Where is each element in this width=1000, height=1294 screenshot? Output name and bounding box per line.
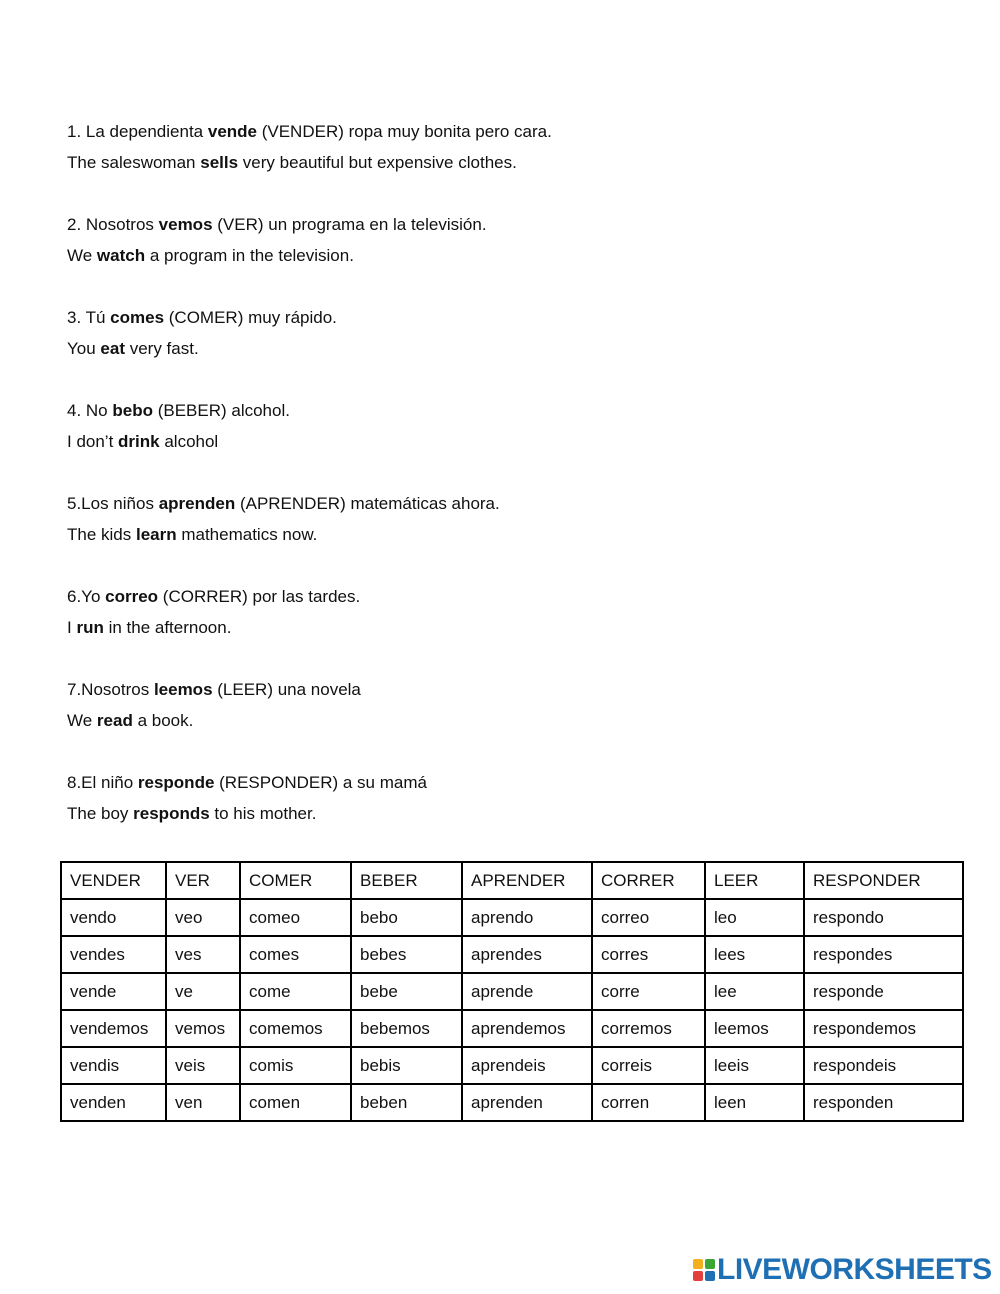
translated-verb: read bbox=[96, 711, 133, 730]
table-cell: leen bbox=[705, 1084, 804, 1121]
table-cell: comis bbox=[240, 1047, 351, 1084]
sentence-6 bbox=[67, 581, 967, 643]
table-cell: comeo bbox=[240, 899, 351, 936]
header-cell: LEER bbox=[705, 862, 804, 899]
sentence-7 bbox=[67, 674, 967, 736]
table-cell: bebis bbox=[351, 1047, 462, 1084]
conjugated-verb: aprenden bbox=[158, 494, 236, 513]
table-cell: respondo bbox=[804, 899, 963, 936]
table-cell: come bbox=[240, 973, 351, 1010]
table-cell: beben bbox=[351, 1084, 462, 1121]
header-cell: VER bbox=[166, 862, 240, 899]
table-cell: corren bbox=[592, 1084, 705, 1121]
english-translation: I run in the afternoon. bbox=[67, 618, 232, 637]
table-cell: corre bbox=[592, 973, 705, 1010]
header-cell: COMER bbox=[240, 862, 351, 899]
translated-verb: drink bbox=[118, 432, 160, 451]
table-row bbox=[61, 936, 963, 973]
header-cell: RESPONDER bbox=[804, 862, 963, 899]
table-cell: ves bbox=[166, 936, 240, 973]
table-cell: comes bbox=[240, 936, 351, 973]
table-row bbox=[61, 1084, 963, 1121]
sentence-1 bbox=[67, 116, 967, 178]
table-cell: vendis bbox=[61, 1047, 166, 1084]
spanish-sentence: 4. No bebo (BEBER) alcohol. bbox=[67, 401, 290, 420]
table-cell: correo bbox=[592, 899, 705, 936]
table-header-row bbox=[61, 862, 963, 899]
spanish-sentence: 5.Los niños aprenden (APRENDER) matemáticas ahora. bbox=[67, 494, 500, 513]
table-cell: leeis bbox=[705, 1047, 804, 1084]
english-translation: You eat very fast. bbox=[67, 339, 199, 358]
conjugated-verb: correo bbox=[105, 587, 159, 606]
english-translation: We watch a program in the television. bbox=[67, 246, 354, 265]
conjugated-verb: comes bbox=[110, 308, 165, 327]
english-translation: The boy responds to his mother. bbox=[67, 804, 317, 823]
translated-verb: learn bbox=[135, 525, 177, 544]
table-cell: lee bbox=[705, 973, 804, 1010]
sentence-3 bbox=[67, 302, 967, 364]
conjugation-table bbox=[60, 861, 964, 1122]
liveworksheets-logo bbox=[693, 1255, 992, 1285]
table-cell: comen bbox=[240, 1084, 351, 1121]
table-cell: respondes bbox=[804, 936, 963, 973]
logo-tile bbox=[705, 1259, 715, 1269]
translated-verb: sells bbox=[200, 153, 239, 172]
table-cell: responde bbox=[804, 973, 963, 1010]
table-cell: vende bbox=[61, 973, 166, 1010]
sentence-list bbox=[67, 116, 967, 860]
spanish-sentence: 2. Nosotros vemos (VER) un programa en la televisión. bbox=[67, 215, 487, 234]
header-cell: CORRER bbox=[592, 862, 705, 899]
table-cell: veis bbox=[166, 1047, 240, 1084]
table-row bbox=[61, 899, 963, 936]
logo-text: LIVEWORKSHEETS bbox=[717, 1253, 992, 1286]
conjugated-verb: bebo bbox=[112, 401, 153, 420]
table-cell: bebe bbox=[351, 973, 462, 1010]
logo-tile bbox=[705, 1271, 715, 1281]
table-cell: venden bbox=[61, 1084, 166, 1121]
table-cell: corremos bbox=[592, 1010, 705, 1047]
table-cell: corres bbox=[592, 936, 705, 973]
table-cell: leo bbox=[705, 899, 804, 936]
table-cell: aprendes bbox=[462, 936, 592, 973]
table-cell: lees bbox=[705, 936, 804, 973]
spanish-sentence: 7.Nosotros leemos (LEER) una novela bbox=[67, 680, 361, 699]
table-cell: vemos bbox=[166, 1010, 240, 1047]
table-cell: responden bbox=[804, 1084, 963, 1121]
table-cell: aprendeis bbox=[462, 1047, 592, 1084]
table-row bbox=[61, 1047, 963, 1084]
table-cell: respondemos bbox=[804, 1010, 963, 1047]
sentence-8 bbox=[67, 767, 967, 829]
table-cell: aprendemos bbox=[462, 1010, 592, 1047]
table-row bbox=[61, 973, 963, 1010]
table-cell: aprende bbox=[462, 973, 592, 1010]
table-cell: bebemos bbox=[351, 1010, 462, 1047]
table-cell: ve bbox=[166, 973, 240, 1010]
table-cell: vendes bbox=[61, 936, 166, 973]
translated-verb: watch bbox=[96, 246, 146, 265]
table-cell: bebo bbox=[351, 899, 462, 936]
header-cell: BEBER bbox=[351, 862, 462, 899]
table-cell: vendemos bbox=[61, 1010, 166, 1047]
header-cell: VENDER bbox=[61, 862, 166, 899]
english-translation: The saleswoman sells very beautiful but expensive clothes. bbox=[67, 153, 517, 172]
spanish-sentence: 6.Yo correo (CORRER) por las tardes. bbox=[67, 587, 361, 606]
table-cell: aprendo bbox=[462, 899, 592, 936]
table-cell: veo bbox=[166, 899, 240, 936]
sentence-2 bbox=[67, 209, 967, 271]
table-cell: bebes bbox=[351, 936, 462, 973]
table-cell: aprenden bbox=[462, 1084, 592, 1121]
translated-verb: run bbox=[76, 618, 104, 637]
spanish-sentence: 8.El niño responde (RESPONDER) a su mamá bbox=[67, 773, 427, 792]
conjugated-verb: responde bbox=[137, 773, 215, 792]
table-cell: correis bbox=[592, 1047, 705, 1084]
table-cell: comemos bbox=[240, 1010, 351, 1047]
table-cell: leemos bbox=[705, 1010, 804, 1047]
conjugated-verb: vemos bbox=[158, 215, 213, 234]
table-cell: ven bbox=[166, 1084, 240, 1121]
translated-verb: responds bbox=[133, 804, 210, 823]
table-cell: vendo bbox=[61, 899, 166, 936]
english-translation: The kids learn mathematics now. bbox=[67, 525, 318, 544]
conjugated-verb: vende bbox=[207, 122, 257, 141]
header-cell: APRENDER bbox=[462, 862, 592, 899]
logo-tile bbox=[693, 1259, 703, 1269]
english-translation: We read a book. bbox=[67, 711, 194, 730]
conjugated-verb: leemos bbox=[153, 680, 213, 699]
spanish-sentence: 1. La dependienta vende (VENDER) ropa muy bonita pero cara. bbox=[67, 122, 552, 141]
spanish-sentence: 3. Tú comes (COMER) muy rápido. bbox=[67, 308, 337, 327]
table-cell: respondeis bbox=[804, 1047, 963, 1084]
sentence-4 bbox=[67, 395, 967, 457]
logo-tile bbox=[693, 1271, 703, 1281]
translated-verb: eat bbox=[100, 339, 125, 358]
english-translation: I don’t drink alcohol bbox=[67, 432, 219, 451]
sentence-5 bbox=[67, 488, 967, 550]
table-row bbox=[61, 1010, 963, 1047]
logo-tiles-icon bbox=[693, 1259, 715, 1281]
